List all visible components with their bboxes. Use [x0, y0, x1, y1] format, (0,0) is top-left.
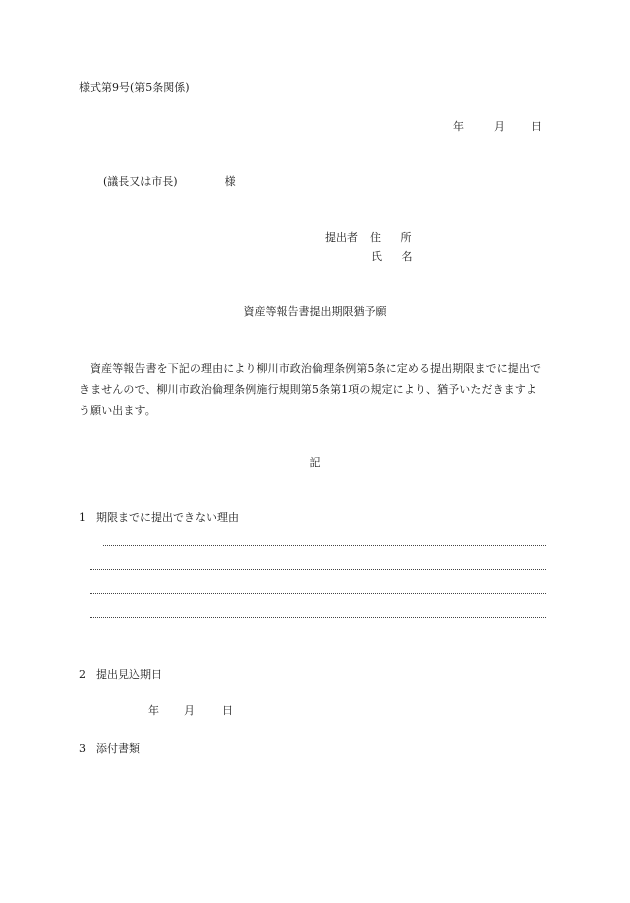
date-year-label: 年: [148, 704, 159, 717]
date-year-label: 年: [453, 120, 464, 133]
submitter-address-row: [325, 231, 420, 245]
form-number: 様式第9号(第5条関係): [79, 81, 190, 94]
item-label: 提出見込期日: [96, 668, 162, 681]
expected-date: [148, 704, 233, 718]
reason-line-3: [90, 593, 546, 594]
reason-line-2: [90, 569, 546, 570]
ki-heading: 記: [309, 456, 321, 469]
item-label: 添付書類: [96, 742, 140, 755]
item-reason: [79, 511, 239, 525]
date-month-label: 月: [494, 120, 505, 133]
submission-date: [453, 120, 542, 134]
item-attachments: [79, 742, 140, 756]
date-day-label: 日: [222, 704, 233, 717]
address-label: 住 所: [370, 231, 420, 244]
reason-line-1: [103, 545, 546, 546]
document-title: 資産等報告書提出期限猶予願: [243, 305, 387, 318]
request-body: [79, 358, 547, 421]
submitter-label: 提出者: [325, 231, 358, 244]
item-label: 期限までに提出できない理由: [96, 511, 239, 524]
addressee-name: (議長又は市長): [103, 175, 178, 188]
name-label: 氏 名: [371, 250, 421, 263]
date-month-label: 月: [184, 704, 195, 717]
item-number: 2: [79, 668, 86, 681]
date-day-label: 日: [531, 120, 542, 133]
request-body-text: 資産等報告書を下記の理由により柳川市政治倫理条例第5条に定める提出期限までに提出できませんので、柳川市政治倫理条例施行規則第5条第1項の規定により、猶予いただきますよう願い出ます。: [79, 362, 542, 417]
addressee: [103, 175, 236, 189]
item-number: 3: [79, 742, 86, 755]
item-number: 1: [79, 511, 86, 524]
item-expected-date: [79, 668, 162, 682]
addressee-honorific: 様: [224, 175, 236, 188]
reason-line-4: [90, 617, 546, 618]
